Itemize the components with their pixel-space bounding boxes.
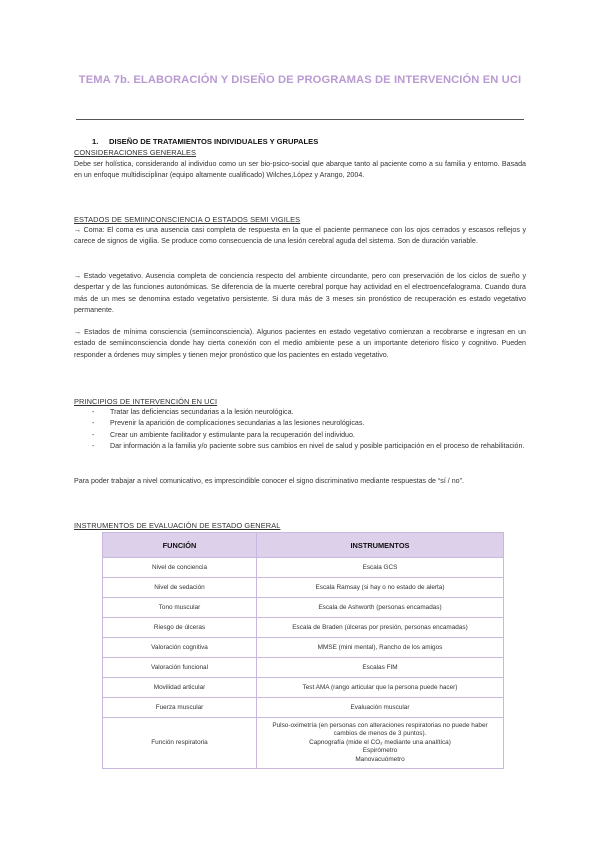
principios-list <box>92 407 526 453</box>
instrumento-cell: Test AMA (rango articular que la persona puede hacer) <box>257 678 504 698</box>
funcion-cell: Nivel de conciencia <box>103 558 257 578</box>
instrumento-line: Pulso-oximetría (en personas con alteraciones respiratorias no puede haber cambios de menos de 3 puntos). <box>272 721 488 738</box>
instrumentos-heading: INSTRUMENTOS DE EVALUACIÓN DE ESTADO GENERAL <box>74 521 281 530</box>
instrumento-cell: Escalas FIM <box>257 658 504 678</box>
funcion-cell: Movilidad articular <box>103 678 257 698</box>
instrumento-cell: Escala de Ashworth (personas encamadas) <box>257 598 504 618</box>
table-header-row <box>103 533 504 558</box>
table-row <box>103 578 504 598</box>
page-title: TEMA 7b. ELABORACIÓN Y DISEÑO DE PROGRAMAS DE INTERVENCIÓN EN UCI <box>78 74 522 86</box>
instrumento-cell <box>257 718 504 769</box>
list-item: - Tratar las deficiencias secundarias a la lesión neurológica. <box>92 407 526 418</box>
list-item: - Dar información a la familia y/o paciente sobre sus cambios en nivel de salud y posible participación en el proceso de rehabilitación. <box>92 441 526 452</box>
table-row <box>103 658 504 678</box>
instrumento-line: Capnografía (mide el CO₂ mediante una analítica) <box>309 738 451 746</box>
instrumento-line: Espirómetro <box>362 747 398 755</box>
consideraciones-heading: CONSIDERACIONES GENERALES <box>74 148 197 157</box>
list-item: - Prevenir la aparición de complicaciones secundarias a las lesiones neurológicas. <box>92 418 526 429</box>
funcion-cell: Función respiratoria <box>103 718 257 769</box>
funcion-cell: Nivel de sedación <box>103 578 257 598</box>
coma-paragraph: → Coma: El coma es una ausencia casi completa de respuesta en la que el paciente permanece con los ojos cerrados y escasos reflejos y carece de signos de vigilia. Se produce como consecuencia de una lesión cerebral aguda del sistema. Son de duración variable. <box>74 226 526 246</box>
instrumentos-table <box>102 532 504 769</box>
title-divider <box>76 119 524 120</box>
instrumento-cell: Evaluación muscular <box>257 698 504 718</box>
estados-heading: ESTADOS DE SEMIINCONSCIENCIA O ESTADOS SEMI VIGILES <box>74 215 301 224</box>
funcion-cell: Fuerza muscular <box>103 698 257 718</box>
section-number: 1. <box>92 137 99 146</box>
table-row <box>103 698 504 718</box>
table-row <box>103 618 504 638</box>
instrumento-cell: Escala Ramsay (si hay o no estado de alerta) <box>257 578 504 598</box>
funcion-cell: Valoración cognitiva <box>103 638 257 658</box>
column-header-instrumentos: INSTRUMENTOS <box>257 533 504 558</box>
comunicacion-paragraph: Para poder trabajar a nivel comunicativo, es imprescindible conocer el signo discriminativo mediante respuestas de “sí / no”. <box>74 477 464 485</box>
funcion-cell: Tono muscular <box>103 598 257 618</box>
table-row <box>103 718 504 769</box>
principios-heading: PRINCIPIOS DE INTERVENCIÓN EN UCI <box>74 397 218 406</box>
table-row <box>103 638 504 658</box>
instrumento-cell: Escala de Braden (úlceras por presión, personas encamadas) <box>257 618 504 638</box>
instrumento-line: Manovacuómetro <box>355 755 405 763</box>
funcion-cell: Riesgo de úlceras <box>103 618 257 638</box>
instrumento-cell: MMSE (mini mental), Rancho de los amigos <box>257 638 504 658</box>
consideraciones-text: Debe ser holística, considerando al individuo como un ser bio-psico-social que abarque tanto al paciente como a su familia y entorno. Basada en un enfoque multidisciplinar (equipo altamente cualificado) Wilches,López y Arango, 2004. <box>74 160 526 180</box>
funcion-cell: Valoración funcional <box>103 658 257 678</box>
list-item: - Crear un ambiente facilitador y estimulante para la recuperación del individuo. <box>92 430 526 441</box>
section-heading <box>92 137 318 146</box>
instrumento-cell: Escala GCS <box>257 558 504 578</box>
table-row <box>103 678 504 698</box>
vegetativo-paragraph: → Estado vegetativo. Ausencia completa de conciencia respecto del ambiente circundante, pero con preservación de los ciclos de sueño y despertar y de las funciones autonómicas. Se diferencia de la muerte cerebral porque hay actividad en el electroencefalograma. Cuando dura más de un mes se denomina estado vegetativo persistente. Si dura más de 3 meses sin pronóstico de recuperación es estado vegetativo permanente. <box>74 272 526 315</box>
table-row <box>103 558 504 578</box>
minima-consciencia-paragraph: → Estados de mínima consciencia (semiinconsciencia). Algunos pacientes en estado vegetativo comienzan a recobrarse e ingresan en un estado de semiinconsciencia donde hay cierta conexión con el medio ambiente pese a un importante deterioro físico y cognitivo. Pueden responder a órdenes muy simples y tienen mejor pronóstico que los pacientes en estado vegetativo. <box>74 328 526 359</box>
column-header-funcion: FUNCIÓN <box>103 533 257 558</box>
section-title: DISEÑO DE TRATAMIENTOS INDIVIDUALES Y GRUPALES <box>109 137 319 146</box>
table-row <box>103 598 504 618</box>
